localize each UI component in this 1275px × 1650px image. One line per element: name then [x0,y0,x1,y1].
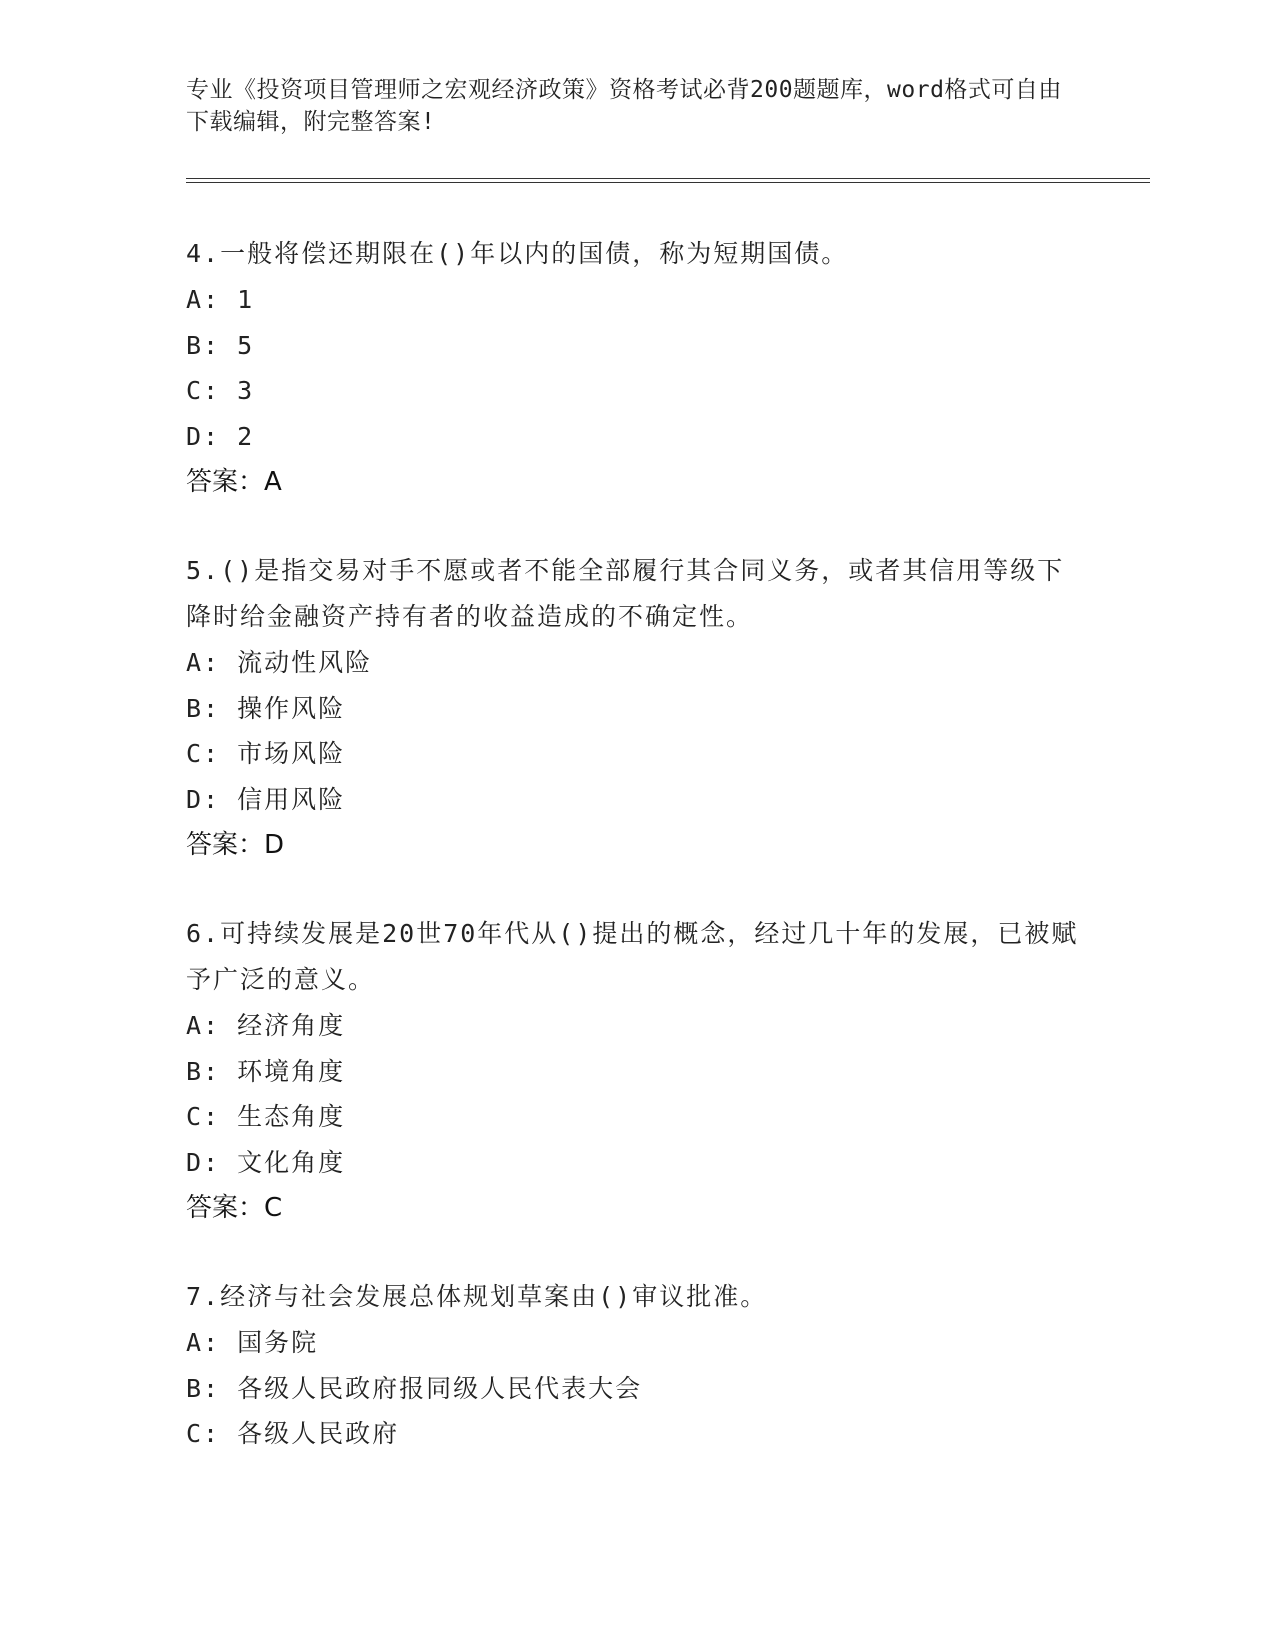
question-item [186,911,1086,1231]
question-list [186,231,1086,1500]
header-rule-top [186,178,1150,179]
option-c: C: 3 [186,376,255,405]
question-text: 7.经济与社会发展总体规划草案由()审议批准。 [186,1282,768,1311]
answer-text: 答案：A [186,467,282,497]
option-d: D: 2 [186,421,255,451]
question-text: 6.可持续发展是20世70年代从()提出的概念，经过几十年的发展，已被赋予广泛的意义。 [186,919,1079,994]
header-rule-bottom [186,182,1150,183]
option-a: A: 国务院 [186,1328,319,1357]
option-b: B: 环境角度 [186,1056,346,1086]
answer-text: 答案：C [186,1193,283,1223]
question-item [186,1274,1086,1457]
option-a: A: 1 [186,285,255,314]
question-item [186,231,1086,505]
option-d: D: 信用风险 [186,784,346,814]
option-d: D: 文化角度 [186,1147,346,1177]
option-b: B: 5 [186,330,255,360]
option-c: C: 生态角度 [186,1102,346,1131]
option-b: B: 操作风险 [186,693,346,723]
question-text: 4.一般将偿还期限在()年以内的国债，称为短期国债。 [186,239,849,268]
answer-text: 答案：D [186,830,285,860]
option-a: A: 经济角度 [186,1011,346,1040]
option-b: B: 各级人民政府报同级人民代表大会 [186,1373,643,1403]
question-item [186,548,1086,868]
document-header: 专业《投资项目管理师之宏观经济政策》资格考试必背200题题库，word格式可自由下载编辑，附完整答案! [186,77,1062,135]
question-text: 5.()是指交易对手不愿或者不能全部履行其合同义务，或者其信用等级下降时给金融资产持有者的收益造成的不确定性。 [186,556,1065,631]
option-c: C: 市场风险 [186,739,346,768]
option-a: A: 流动性风险 [186,648,373,677]
option-c: C: 各级人民政府 [186,1419,400,1448]
